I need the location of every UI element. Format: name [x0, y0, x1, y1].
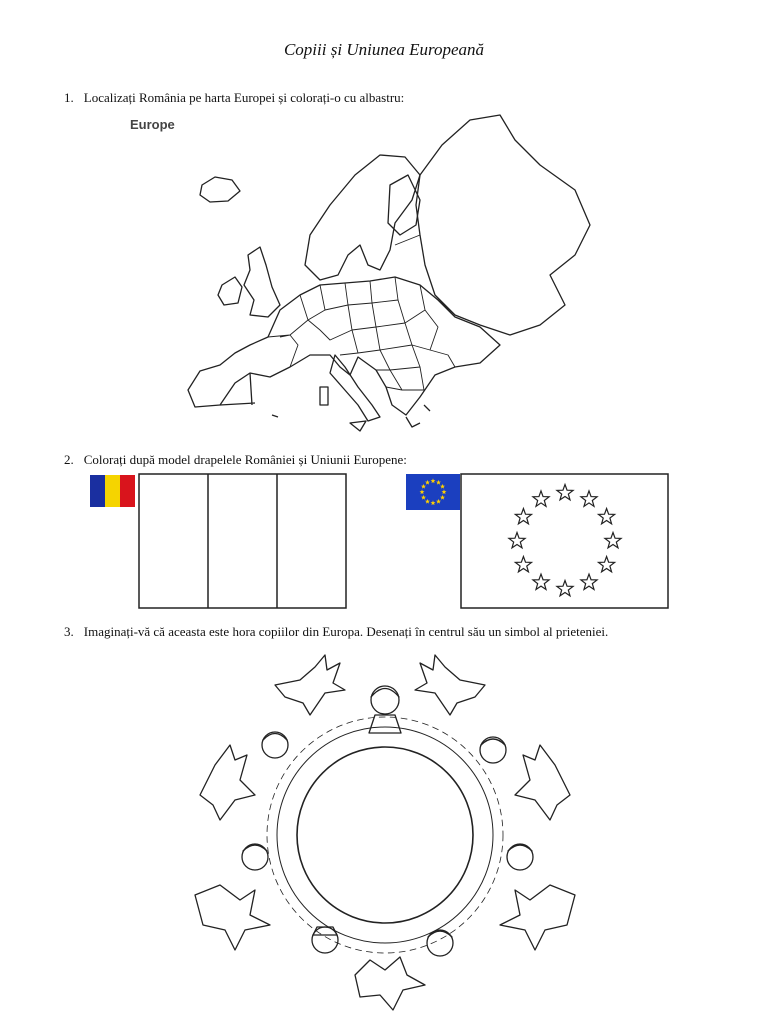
dove-left — [200, 745, 255, 820]
iceland-outline — [200, 177, 240, 202]
doves — [195, 655, 575, 1010]
romania-flag-outline[interactable] — [138, 473, 348, 610]
britain-outline — [244, 247, 280, 317]
page-title: Copiii și Uniunea Europeană — [283, 40, 485, 59]
center-drawing-circle[interactable] — [297, 747, 473, 923]
task-2-number: 2. — [64, 452, 74, 467]
eu-outline-star-1 — [557, 485, 573, 500]
task-3 — [64, 624, 724, 640]
eu-outline-star-5 — [598, 557, 614, 572]
mainland-outline — [188, 277, 500, 415]
sicily-outline — [350, 421, 366, 431]
dove-top-right — [415, 655, 485, 715]
child-heads — [242, 686, 533, 956]
task-1-text: Localizați România pe harta Europei și colorați-o cu albastru: — [83, 90, 405, 105]
eu-flag-model — [406, 474, 460, 510]
romania-flag-model — [90, 475, 135, 507]
romania-stripe-yellow — [105, 475, 120, 507]
eu-outline-star-9 — [515, 557, 531, 572]
task-3-number: 3. — [64, 624, 74, 639]
eu-outline-star-8 — [533, 574, 549, 589]
map-label: Europe — [130, 117, 175, 132]
dove-top-left — [275, 655, 345, 715]
eu-outline-star-6 — [581, 574, 597, 589]
eu-outline-star-3 — [598, 509, 614, 524]
dove-bottom-right — [500, 885, 575, 950]
europe-map[interactable] — [180, 105, 620, 440]
task-1-number: 1. — [64, 90, 74, 105]
task-1 — [64, 90, 404, 106]
finland-outline — [388, 175, 420, 235]
eu-outline-star-10 — [509, 533, 525, 548]
eu-outline-star-2 — [581, 491, 597, 506]
country-borders — [268, 235, 455, 390]
dove-right — [515, 745, 570, 820]
romania-stripe-red — [120, 475, 135, 507]
eu-outline-star-11 — [515, 509, 531, 524]
romania-stripe-blue — [90, 475, 105, 507]
scandinavia-outline — [305, 155, 420, 280]
iberia-border — [220, 373, 255, 405]
sardinia-outline — [320, 387, 328, 405]
eu-outline-star-7 — [557, 581, 573, 596]
task-2 — [64, 452, 407, 468]
eu-outline-star-4 — [605, 533, 621, 548]
hands-ring — [277, 727, 493, 943]
task-2-text: Colorați după model drapelele României și Uniunii Europene: — [83, 452, 407, 467]
ireland-outline — [218, 277, 242, 305]
task-3-text: Imaginați-vă că aceasta este hora copiilor din Europa. Desenați în centrul său un simbol al prieteniei. — [83, 624, 609, 639]
children-circle-illustration[interactable] — [175, 645, 595, 1015]
eu-outline-star-12 — [533, 491, 549, 506]
eu-flag-outline[interactable] — [460, 473, 670, 610]
dove-bottom — [355, 957, 425, 1010]
russia-outline — [416, 115, 590, 335]
dove-bottom-left — [195, 885, 270, 950]
